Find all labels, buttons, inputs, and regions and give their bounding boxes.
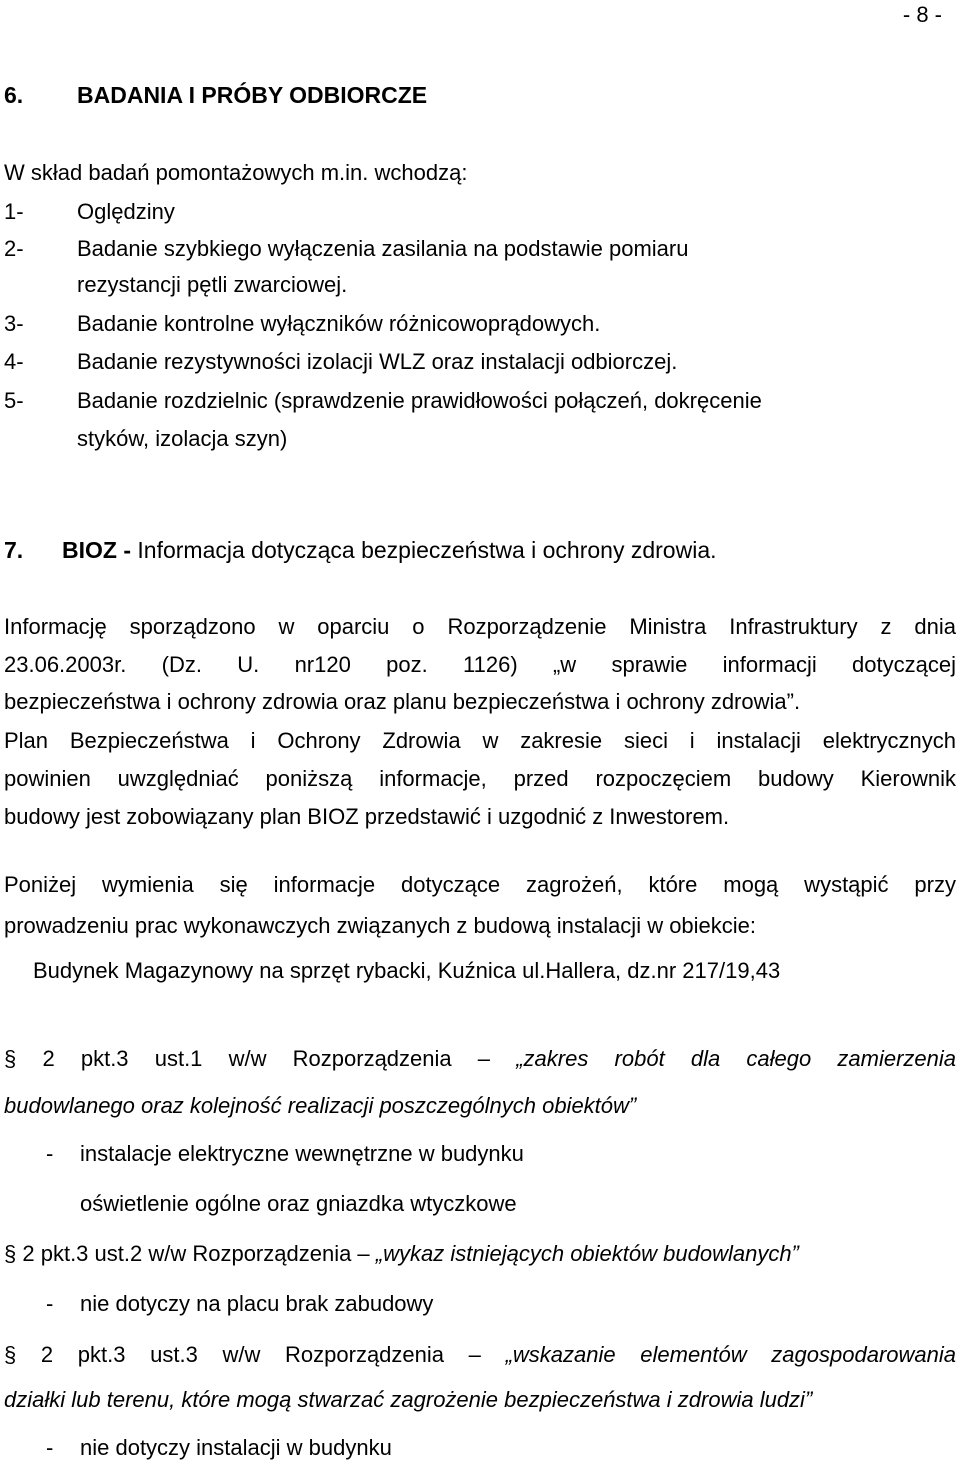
clause-1-italic: „zakres robót dla całego zamierzenia bbox=[516, 1046, 956, 1071]
paragraph-line: prowadzeniu prac wykonawczych związanych z budową instalacji w obiekcie: bbox=[4, 913, 757, 938]
paragraph-line: budowy jest zobowiązany plan BIOZ przedstawić i uzgodnić z Inwestorem. bbox=[4, 804, 730, 829]
clause-1-ref: 2 pkt.3 ust.1 w/w Rozporządzenia – bbox=[42, 1046, 491, 1071]
section-6-number: 6. bbox=[4, 82, 24, 108]
clause-3-ref: 2 pkt.3 ust.3 w/w Rozporządzenia – bbox=[40, 1342, 481, 1367]
list-item-number: 5- bbox=[4, 388, 24, 413]
clause-2-ref: 2 pkt.3 ust.2 w/w Rozporządzenia – bbox=[22, 1241, 370, 1266]
clause-3-italic: „wskazanie elementów zagospodarowania bbox=[505, 1342, 956, 1367]
list-item-continuation bbox=[4, 272, 347, 298]
dash-item bbox=[46, 1291, 433, 1317]
list-item-text: rezystancji pętli zwarciowej. bbox=[77, 272, 348, 297]
dash-item bbox=[46, 1141, 524, 1167]
list-item bbox=[4, 311, 600, 337]
list-item-number: 4- bbox=[4, 349, 24, 374]
list-item bbox=[4, 349, 677, 375]
clause-2-italic: „wykaz istniejących obiektów budowlanych” bbox=[375, 1241, 799, 1266]
section-sign-icon: § bbox=[4, 1342, 17, 1367]
list-item-continuation bbox=[4, 426, 287, 452]
section-sign-icon: § bbox=[4, 1046, 17, 1071]
list-item-text: Badanie rezystywności izolacji WLZ oraz instalacji odbiorczej. bbox=[77, 349, 678, 374]
dash-icon: - bbox=[46, 1435, 54, 1460]
clause-3-line-2: działki lub terenu, które mogą stwarzać zagrożenie bezpieczeństwa i zdrowia ludzi” bbox=[4, 1387, 813, 1412]
clause-1-line-2: budowlanego oraz kolejność realizacji poszczególnych obiektów” bbox=[4, 1093, 637, 1118]
paragraph-line: bezpieczeństwa i ochrony zdrowia oraz planu bezpieczeństwa i ochrony zdrowia”. bbox=[4, 689, 801, 714]
section-7-number: 7. bbox=[4, 537, 24, 563]
paragraph-line: 23.06.2003r. (Dz. U. nr120 poz. 1126) „w sprawie informacji dotyczącej bbox=[4, 652, 956, 677]
section-sign-icon: § bbox=[4, 1241, 17, 1266]
page-number: - 8 - bbox=[902, 2, 942, 27]
dash-item-text: nie dotyczy na placu brak zabudowy bbox=[80, 1291, 434, 1316]
clause-3-line-1 bbox=[4, 1342, 956, 1368]
paragraph-line: Poniżej wymienia się informacje dotyczące zagrożeń, które mogą wystąpić przy bbox=[4, 872, 956, 897]
list-item-number: 3- bbox=[4, 311, 24, 336]
building-description: Budynek Magazynowy na sprzęt rybacki, Kuźnica ul.Hallera, dz.nr 217/19,43 bbox=[33, 958, 781, 983]
list-item bbox=[4, 199, 175, 225]
section-7-title-bold: BIOZ - bbox=[62, 537, 131, 563]
list-item-number: 1- bbox=[4, 199, 24, 224]
list-item-text: Badanie szybkiego wyłączenia zasilania na podstawie pomiaru bbox=[77, 236, 689, 261]
clause-1-line-1 bbox=[4, 1046, 956, 1072]
dash-item-text: nie dotyczy instalacji w budynku bbox=[80, 1435, 392, 1460]
section-6-heading bbox=[4, 82, 427, 109]
dash-item-text: instalacje elektryczne wewnętrzne w budynku bbox=[80, 1141, 524, 1166]
dash-icon: - bbox=[46, 1291, 54, 1316]
section-6-intro: W skład badań pomontażowych m.in. wchodzą: bbox=[4, 160, 468, 185]
section-7-title-rest: Informacja dotycząca bezpieczeństwa i ochrony zdrowia. bbox=[131, 537, 717, 563]
list-item-text: Badanie rozdzielnic (sprawdzenie prawidłowości połączeń, dokręcenie bbox=[77, 388, 762, 413]
list-item bbox=[4, 388, 762, 414]
dash-item bbox=[46, 1435, 392, 1461]
list-item bbox=[4, 236, 688, 262]
paragraph-line: Informację sporządzono w oparciu o Rozporządzenie Ministra Infrastruktury z dnia bbox=[4, 614, 956, 639]
paragraph-line: Plan Bezpieczeństwa i Ochrony Zdrowia w zakresie sieci i instalacji elektrycznych bbox=[4, 728, 956, 753]
dash-icon: - bbox=[46, 1141, 54, 1166]
list-item-number: 2- bbox=[4, 236, 24, 261]
list-item-text: Badanie kontrolne wyłączników różnicowoprądowych. bbox=[77, 311, 601, 336]
sub-item: oświetlenie ogólne oraz gniazdka wtyczkowe bbox=[80, 1191, 517, 1216]
paragraph-line: powinien uwzględniać poniższą informacje, przed rozpoczęciem budowy Kierownik bbox=[4, 766, 956, 791]
clause-2-line bbox=[4, 1241, 799, 1267]
list-item-text: styków, izolacja szyn) bbox=[77, 426, 288, 451]
section-6-title: BADANIA I PRÓBY ODBIORCZE bbox=[77, 82, 428, 108]
list-item-text: Oględziny bbox=[77, 199, 175, 224]
section-7-heading bbox=[4, 537, 717, 564]
